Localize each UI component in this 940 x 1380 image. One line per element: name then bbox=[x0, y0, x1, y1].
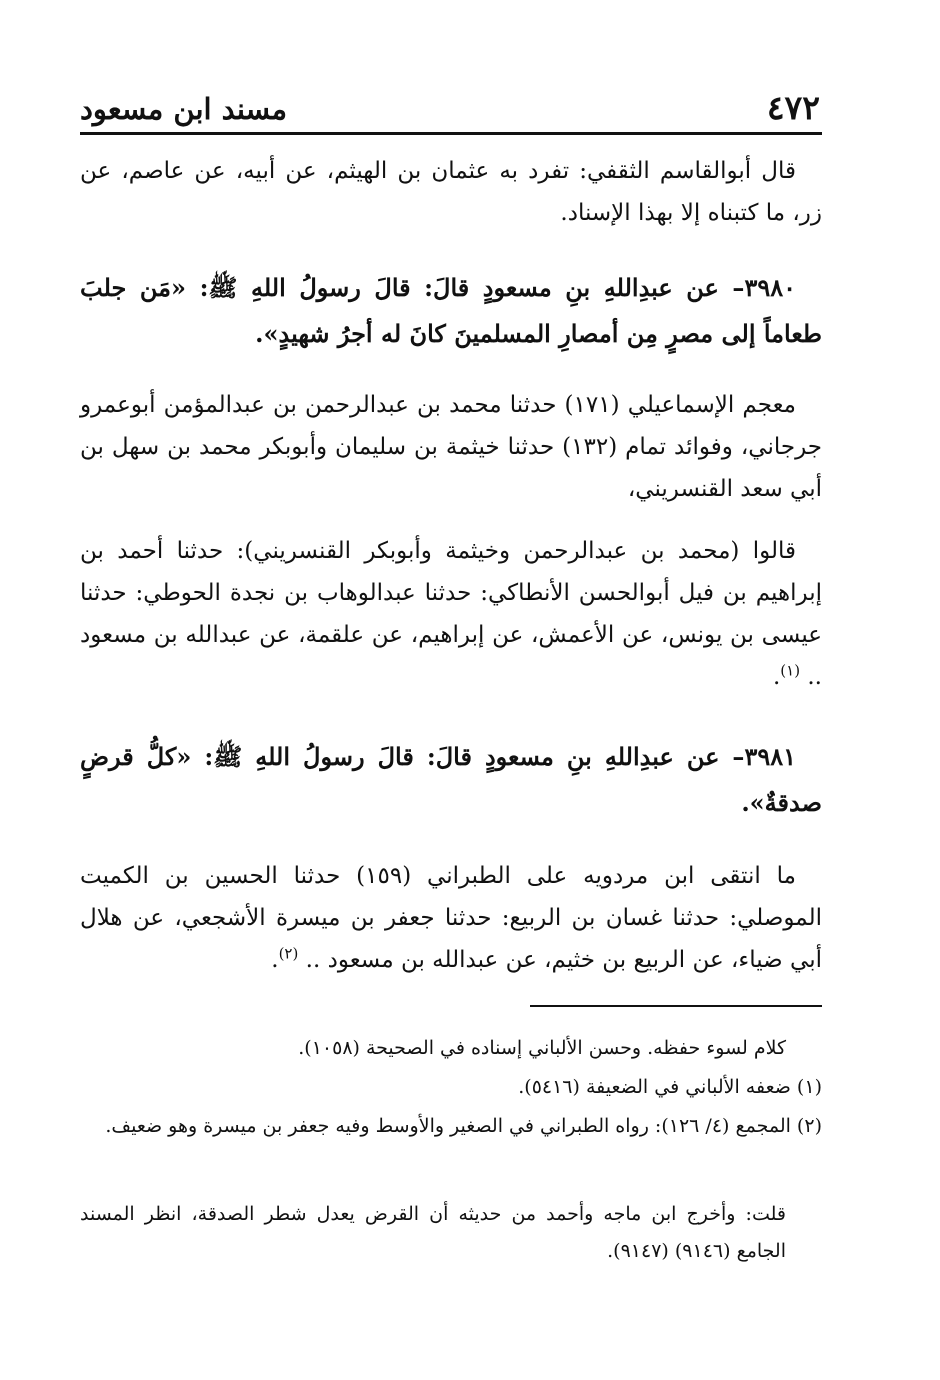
footnote-2: (٢) المجمع (٤/ ١٢٦): رواه الطبراني في الصغير والأوسط وفيه جعفر بن ميسرة وهو ضعيف. bbox=[105, 1115, 822, 1137]
commentary-paragraph-4: ما انتقى ابن مردويه على الطبراني (١٥٩) حدثنا الحسين بن الكميت الموصلي: حدثنا غسان بن الربيع: حدثنا جعفر بن ميسرة الأشجعي، عن هلال أبي ضياء، عن الربيع بن خثيم، عن عبدالله بن مسعود .. $^{(٢)}$. bbox=[80, 863, 822, 973]
footnote-divider bbox=[530, 1005, 822, 1007]
paragraph-3-text: قالوا (محمد بن عبدالرحمن وخيثمة وأبوبكر القنسريني): حدثنا أحمد بن إبراهيم بن فيل أبوالحسن الأنطاكي: حدثنا عبدالوهاب بن نجدة الحوطي: حدثنا عيسى بن يونس، عن الأعمش، عن إبراهيم، عن علقمة، عن عبدالله بن مسعود .. bbox=[80, 538, 823, 690]
footnote-1: (١) ضعفه الألباني في الضعيفة (٥٤١٦). bbox=[518, 1076, 822, 1098]
commentary-paragraph-2: معجم الإسماعيلي (١٧١) حدثنا محمد بن عبدالرحمن بن عبدالمؤمن أبوعمرو جرجاني، وفوائد تمام (١٣٢) حدثنا خيثمة بن سليمان وأبوبكر محمد بن سهل بن أبي سعد القنسريني، bbox=[80, 392, 822, 502]
commentary-paragraph-1: قال أبوالقاسم الثقفي: تفرد به عثمان بن الهيثم، عن أبيه، عن عاصم، عن زر، ما كتبناه إلا بهذا الإسناد. bbox=[80, 158, 822, 226]
header-divider bbox=[80, 132, 822, 135]
hadith-3981: ٣٩٨١– عن عبدِاللهِ بنِ مسعودٍ قالَ: قالَ رسولُ اللهِ ﷺ: «كلُّ قرضٍ صدقةٌ». bbox=[80, 742, 822, 817]
page-header bbox=[80, 88, 822, 132]
footnote-ref-2[interactable]: (٢) bbox=[278, 944, 299, 963]
footnote-ref-1[interactable]: (١) bbox=[780, 661, 801, 680]
commentary-paragraph-3: قالوا (محمد بن عبدالرحمن وخيثمة وأبوبكر القنسريني): حدثنا أحمد بن إبراهيم بن فيل أبوالحسن الأنطاكي: حدثنا عبدالوهاب بن نجدة الحوطي: حدثنا عيسى بن يونس، عن الأعمش، عن إبراهيم، عن علقمة، عن عبدالله بن مسعود .. $^{(١)}$. bbox=[80, 538, 823, 690]
paragraph-4-text: ما انتقى ابن مردويه على الطبراني (١٥٩) حدثنا الحسين بن الكميت الموصلي: حدثنا غسان بن الربيع: حدثنا جعفر بن ميسرة الأشجعي، عن هلال أبي ضياء، عن الربيع بن خثيم، عن عبدالله بن مسعود .. bbox=[80, 863, 822, 973]
running-title: مسند ابن مسعود bbox=[80, 92, 288, 126]
footnote-continuation: كلام لسوء حفظه. وحسن الألباني إسناده في الصحيحة (١٠٥٨). bbox=[298, 1037, 786, 1059]
page-number: ٤٧٢ bbox=[766, 88, 820, 127]
footnote-2-note: قلت: وأخرج ابن ماجه وأحمد من حديثه أن القرض يعدل شطر الصدقة، انظر المسند الجامع (٩١٤٦) (٩١٤٧). bbox=[80, 1203, 786, 1262]
hadith-3980: ٣٩٨٠– عن عبدِاللهِ بنِ مسعودٍ قالَ: قالَ رسولُ اللهِ ﷺ: «مَن جلبَ طعاماً إلى مصرٍ مِن أمصارِ المسلمينَ كانَ له أجرُ شهيدٍ». bbox=[80, 273, 822, 348]
